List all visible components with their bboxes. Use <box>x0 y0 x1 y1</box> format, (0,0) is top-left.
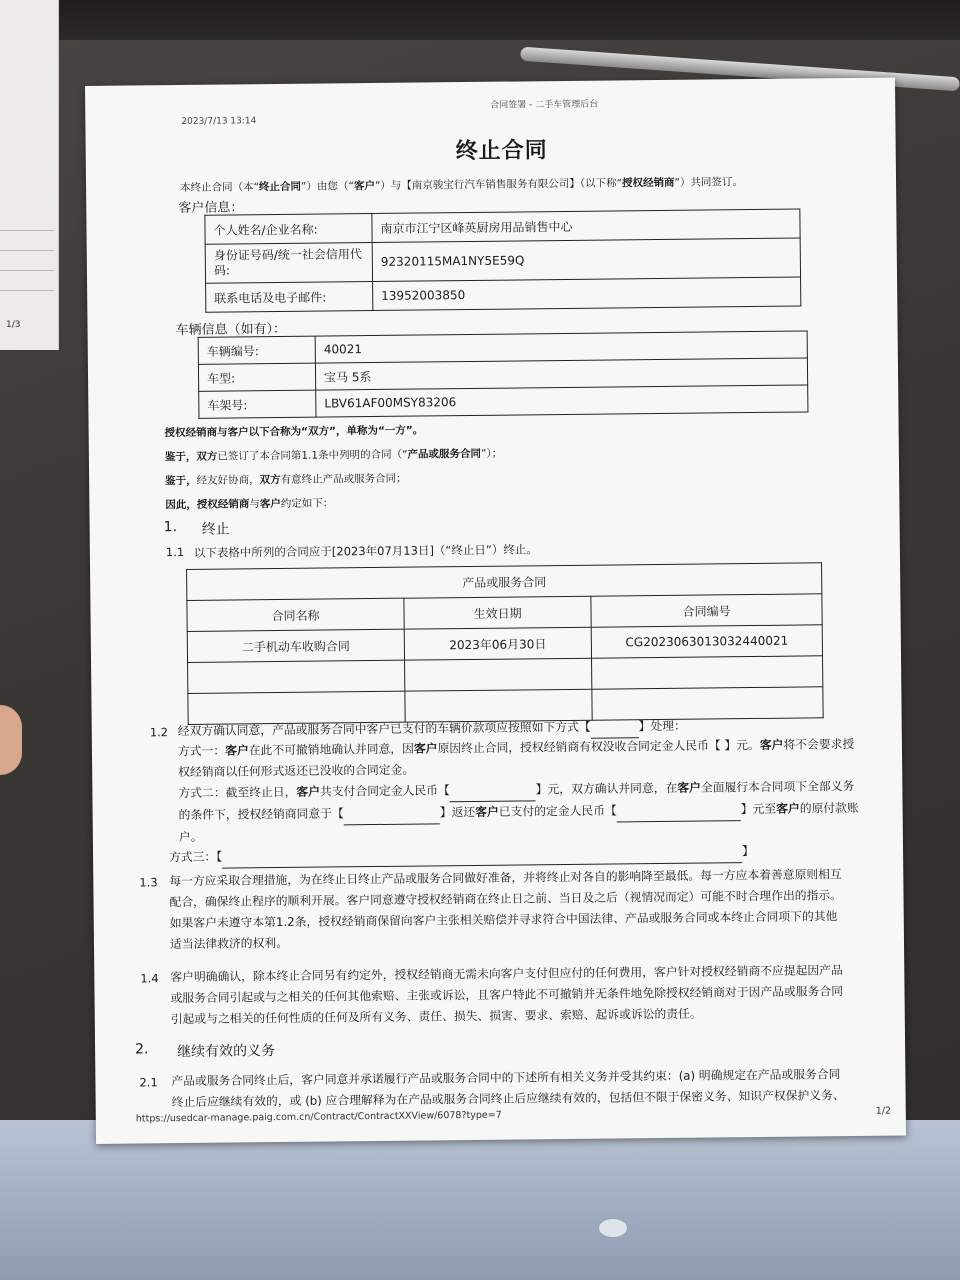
product-contract-table <box>186 562 824 725</box>
section-1-title: 终止 <box>201 521 230 538</box>
print-date: 2023/7/13 13:14 <box>181 116 257 127</box>
table-row: 车架号: LBV61AF00MSY83206 <box>199 385 808 418</box>
method-one: 方式一：客户在此不可撤销地确认并同意，因客户原因终止合同，授权经销商有权没收合同定金人民币【 】元。客户将不会要求授 权经销商以任何形式返还已没收的合同定金。 <box>177 736 855 780</box>
document-title: 终止合同 <box>455 138 548 165</box>
laptop-edge <box>0 0 960 40</box>
whereas-2: 鉴于，经友好协商，双方有意终止产品或服务合同； <box>165 472 407 488</box>
vehicle-info-table <box>198 330 809 418</box>
footer-url: https://usedcar-manage.paig.com.cn/Contract/ContractXXView/6078?type=7 <box>135 1109 502 1125</box>
table-row: 个人姓名/企业名称: 南京市江宁区峰英厨房用品销售中心 <box>205 209 800 244</box>
method-two: 方式二：截至终止日，客户共支付合同定金人民币【 】元，双方确认并同意，在客户全面履行本合同项下全部义务 的条件下，授权经销商同意于【 】返还客户已支付的定金人民币【 】元至客户的原付款账 户。 <box>178 778 859 845</box>
contract-sheet <box>85 78 906 1144</box>
shirt-background <box>0 1120 960 1280</box>
background-page-number: 1/3 <box>6 320 21 330</box>
background-paper-stack <box>0 0 59 350</box>
therefore-line: 因此，授权经销商与客户约定如下： <box>165 497 334 512</box>
table-row: 合同名称 生效日期 合同编号 <box>187 594 822 632</box>
table-row: 身份证号码/统一社会信用代码: 92320115MA1NY5E59Q <box>205 238 800 283</box>
clause-1-4-text: 客户明确确认，除本终止合同另有约定外，授权经销商无需未向客户支付但应付的任何费用，客户针对授权经销商不应提起因产品 或服务合同引起或与之相关的任何其他索赔、主张或诉讼，且客户特此不可撤销并无条件地免除授权经销商对于因产品或服务合同 引起或与之相关的任何性质的任何及所有义务、责任、损失、损害、要求、索赔、起诉或诉讼的责任。 <box>170 963 844 1027</box>
section-2-number: 2. <box>135 1041 149 1058</box>
thumb <box>0 705 22 775</box>
clause-1-1-text: 以下表格中所列的合同应于[2023年07月13日]（“终止日”）终止。 <box>193 542 538 560</box>
product-table-caption: 产品或服务合同 <box>187 563 822 601</box>
footer-page-number: 1/2 <box>875 1105 892 1117</box>
method-three: 方式三：【 】 <box>169 841 754 869</box>
shirt-button <box>598 1218 628 1238</box>
clause-1-4-number: 1.4 <box>140 971 159 986</box>
clause-1-2-number: 1.2 <box>149 725 169 740</box>
table-row: 车型: 宝马 5系 <box>198 358 807 391</box>
clause-1-3-number: 1.3 <box>139 875 158 890</box>
intro-paragraph: 本终止合同（本“终止合同”）由您（“客户”）与【南京骏宝行汽车销售服务有限公司】（以下称“授权经销商”）共同签订。 <box>180 176 744 195</box>
clause-1-3-text: 每一方应采取合理措施，为在终止日终止产品或服务合同做好准备，并将终止对各自的影响降至最低。每一方应本着善意原则相互 配合，确保终止程序的顺利开展。客户同意遵守授权经销商在终止日之前、当日及之后（视情况而定）可能不时合理作出的指示。 如果客户未遵守本第1.2条，授权经销商保留向客户主张相关赔偿并寻求符合中国法律、产品或服务合同或本终止合同项下的其他 适当法律救济的权利。 <box>169 867 843 952</box>
customer-info-label: 客户信息： <box>178 200 244 217</box>
clause-2-1-text: 产品或服务合同终止后，客户同意并承诺履行产品或服务合同中的下述所有相关义务并受其约束：(a) 明确规定在产品或服务合同 终止后应继续有效的，或 (b) 应合理解释为在产品或服务合同终止后应继续有效的，包括但不限于保密义务、知识产权保护义务、 <box>171 1067 845 1110</box>
clause-1-2-lead: 经双方确认同意，产品或服务合同中客户已支付的车辆价款项应按照如下方式【 】处理： <box>178 716 686 743</box>
clause-1-1-number: 1.1 <box>165 544 185 560</box>
vehicle-info-label: 车辆信息（如有）： <box>175 321 287 339</box>
section-2-title: 继续有效的义务 <box>177 1043 276 1061</box>
customer-info-table <box>204 209 801 313</box>
section-1-number: 1. <box>163 519 178 536</box>
table-row: 车辆编号: 40021 <box>198 331 807 364</box>
print-header-title: 合同签署 - 二手车管理后台 <box>490 99 599 111</box>
table-row: 二手机动车收购合同 2023年06月30日 CG2023063013032440021 <box>187 625 822 663</box>
whereas-1: 鉴于，双方已签订了本合同第1.1条中列明的合同（“产品或服务合同”）； <box>164 447 503 464</box>
parties-definition: 授权经销商与客户以下合称为“双方”，单称为“一方”。 <box>164 424 424 440</box>
table-row: 联系电话及电子邮件: 13952003850 <box>206 277 801 312</box>
clause-2-1-number: 2.1 <box>139 1075 158 1090</box>
